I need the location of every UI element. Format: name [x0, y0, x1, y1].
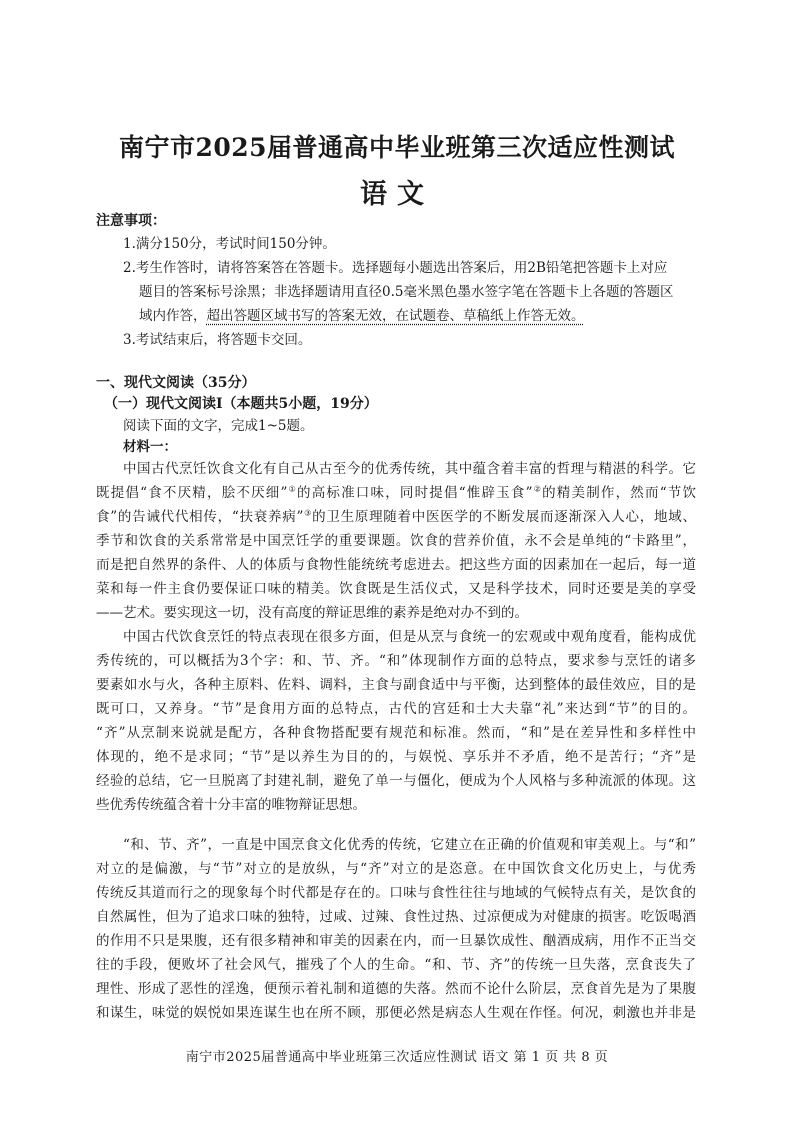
- footnote-mark-1: ①: [287, 484, 297, 494]
- notice-item-1: 1.满分150分，考试时间150分钟。: [123, 236, 336, 252]
- paragraph-1-line-5: 而是把自然界的条件、人的体质与食物性能统统考虑进去。把这些方面的因素加在一起后，每一道: [96, 557, 696, 573]
- paragraph-1-line-3: [96, 505, 696, 525]
- p1-line-2-seg-2: 的高标准口味，同时提倡“惟辟玉食”: [297, 485, 533, 501]
- notice-heading: 注意事项：: [96, 213, 166, 229]
- paragraph-3-line-2: 对立的是偏激，与“节”对立的是放纵，与“齐”对立的是恣意。在中国饮食文化历史上，与优秀: [96, 861, 696, 877]
- paragraph-2-line-3: 要素如水与火，各种主原料、佐料、调料，主食与副食适中与平衡，达到整体的最佳效应，目的是: [96, 677, 696, 693]
- paragraph-2-line-6: 体现的，绝不是求同；“节”是以养生为目的的，与娱悦、享乐并不矛盾，绝不是苦行；“齐”是: [96, 749, 696, 765]
- section-part-1: 一、现代文阅读（35分）: [96, 375, 256, 391]
- section-part-1-1: （一）现代文阅读Ⅰ（本题共5小题，19分）: [104, 396, 378, 412]
- notice-item-2-line-3: [139, 304, 585, 328]
- paragraph-1-line-2: [96, 481, 696, 501]
- paragraph-3-line-1: “和、节、齐”，一直是中国烹食文化优秀的传统，它建立在正确的价值观和审美观上。与“和”: [123, 837, 696, 853]
- paragraph-2-line-5: “齐”从烹制来说就是配方，各种食物搭配要有规范和标准。然而，“和”是在差异性和多样性中: [96, 725, 696, 741]
- paragraph-2-line-2: 秀传统的，可以概括为3个字：和、节、齐。“和”体现制作方面的总特点，要求参与烹饪的诸多: [96, 653, 696, 669]
- exam-title: 南宁市2025届普通高中毕业班第三次适应性测试: [118, 133, 676, 162]
- notice-item-2-line-1: 2.考生作答时，请将答案答在答题卡。选择题每小题选出答案后，用2B铅笔把答题卡上对应: [123, 260, 668, 276]
- paragraph-2-line-8: 些优秀传统蕴含着十分丰富的唯物辩证思想。: [96, 797, 366, 813]
- p1-line-3-seg-2: 的卫生原理随着中医医学的不断发展而逐渐深入人心，地域、: [312, 509, 696, 525]
- paragraph-1-line-7: ——艺术。要实现这一切，没有高度的辩证思维的素养是绝对办不到的。: [96, 605, 528, 621]
- paragraph-1-line-1: 中国古代烹饪饮食文化有自己从古至今的优秀传统，其中蕴含着丰富的哲理与精湛的科学。它: [123, 461, 696, 477]
- paragraph-3-line-6: 往的手段，便败坏了社会风气，摧残了个人的生命。“和、节、齐”的传统一旦失落，烹食丧失了: [96, 957, 696, 973]
- paragraph-1-line-6: 菜和每一件主食仍要保证口味的精美。饮食既是生活仪式，又是科学技术，同时还要是美的享受: [96, 581, 696, 597]
- paragraph-3-line-5: 的作用不只是果腹，还有很多精神和审美的因素在内，而一旦暴饮成性、酗酒成病，用作不正当交: [96, 933, 696, 949]
- paragraph-2-line-7: 经验的总结，它一旦脱离了封建礼制，避免了单一与僵化，便成为个人风格与多种流派的体现。这: [96, 773, 696, 789]
- subject-title: 语文: [360, 179, 434, 210]
- notice-item-2-line-3-emphasis: 超出答题区域书写的答案无效，在试题卷、草稿纸上作答无效。: [206, 308, 585, 324]
- p1-line-3-seg-1: 食”的告诫代代相传，“扶衰养病”: [96, 509, 304, 525]
- paragraph-3-line-3: 传统反其道而行之的现象每个时代都是存在的。口味与食性往往与地域的气候特点有关，是饮食的: [96, 885, 696, 901]
- paragraph-3-line-4: 自然属性，但为了追求口味的独特，过咸、过辣、食性过热、过凉便成为对健康的损害。吃饭喝酒: [96, 909, 696, 925]
- paragraph-2-line-4: 既可口，又养身。“节”是食用方面的总特点，古代的宫廷和士大夫靠“礼”来达到“节”的目的。: [96, 701, 696, 717]
- paragraph-3-line-7: 理性、形成了恶性的淫逸，便预示着礼制和道德的失落。然而不论什么阶层，烹食首先是为了果腹: [96, 981, 696, 997]
- p1-line-2-seg-1: 既提倡“食不厌精，脍不厌细”: [96, 485, 288, 501]
- footnote-mark-2: ②: [532, 484, 543, 494]
- paragraph-2-line-1: 中国古代饮食烹饪的特点表现在很多方面，但是从烹与食统一的宏观或中观角度看，能构成优: [123, 629, 696, 645]
- reading-instruction: 阅读下面的文字，完成1~5题。: [123, 418, 314, 434]
- paragraph-3-line-8: 和谋生，味觉的娱悦如果连谋生也在所不顾，那便必然是病态人生观在作怪。何况，刺激也并非是: [96, 1005, 696, 1021]
- footnote-mark-3: ③: [303, 508, 313, 518]
- material-1-label: 材料一：: [123, 439, 177, 455]
- notice-item-3: 3.考试结束后，将答题卡交回。: [123, 332, 312, 348]
- p1-line-2-seg-3: 的精美制作，然而“节饮: [542, 485, 697, 501]
- paragraph-1-line-4: 季节和饮食的关系常常是中国烹饪学的重要课题。饮食的营养价值，永不会是单纯的“卡路里”，: [96, 533, 696, 549]
- notice-item-2-line-2: 题目的答案标号涂黑；非选择题请用直径0.5毫米黑色墨水签字笔在答题卡上各题的答题区: [139, 284, 674, 300]
- page-footer: 南宁市2025届普通高中毕业班第三次适应性测试 语文 第 1 页 共 8 页: [185, 1050, 609, 1065]
- notice-item-2-line-3-start: 域内作答，: [139, 308, 207, 324]
